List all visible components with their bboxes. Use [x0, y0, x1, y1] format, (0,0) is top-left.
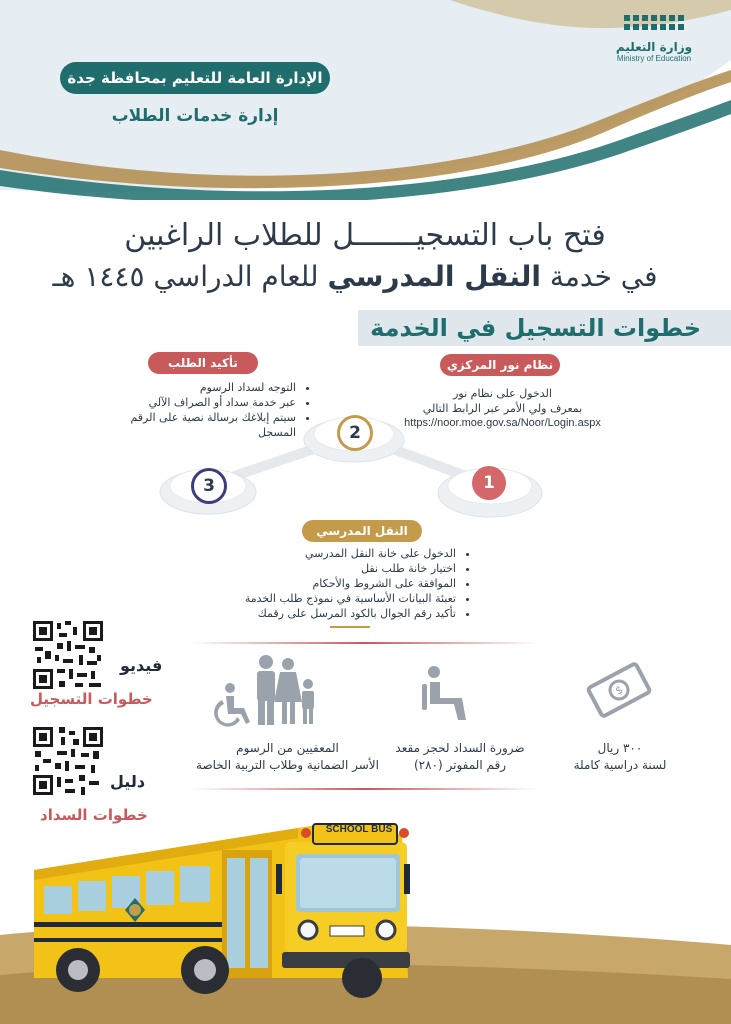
exempt-feature	[195, 740, 380, 774]
title-highlight: النقل المدرسي	[327, 260, 541, 293]
ministry-name-ar: وزارة التعليم	[615, 40, 693, 54]
list-item: • تأكيد رقم الجوال بالكود المرسل على رقمك	[220, 606, 456, 621]
steps-title: خطوات التسجيل في الخدمة	[370, 314, 701, 342]
exempt-groups: الأسر الضمانية وطلاب التربية الخاصة	[196, 758, 379, 772]
seat-feature	[380, 740, 540, 774]
seat-payment-note: ضرورة السداد لحجز مقعد	[395, 741, 525, 755]
school-transport-tag: النقل المدرسي	[302, 520, 422, 542]
money-icon	[584, 660, 654, 720]
education-office-badge: الإدارة العامة للتعليم بمحافظة جدة	[60, 62, 330, 94]
department-name: إدارة خدمات الطلاب	[111, 106, 279, 126]
list-item: • اختيار خانة طلب نقل	[220, 561, 456, 576]
noor-line2: بمعرف ولي الأمر عبر الرابط التالي	[422, 402, 583, 415]
confirm-request-tag: تأكيد الطلب	[148, 352, 258, 374]
school-bus-illustration	[30, 818, 430, 1008]
main-title-line1: فتح باب التسجيـــــــل للطلاب الراغبين	[124, 218, 606, 253]
ministry-logo	[594, 12, 714, 68]
list-item: • الموافقة على الشروط والأحكام	[220, 576, 456, 591]
list-item: • الدخول على خانة النقل المدرسي	[220, 546, 456, 561]
school-bus-sign: SCHOOL BUS	[325, 824, 393, 835]
fee-amount: ٣٠٠ ريال	[597, 741, 643, 755]
list-item: • التوجه لسداد الرسوم	[130, 380, 296, 395]
transport-underline	[330, 626, 370, 628]
noor-line1: الدخول على نظام نور	[453, 387, 552, 400]
guide-qr-code[interactable]	[31, 725, 105, 797]
guide-label: دليل	[110, 772, 146, 791]
main-title-line2	[40, 260, 670, 293]
guide-subtitle: خطوات السداد	[40, 806, 148, 824]
noor-system-tag: نظام نور المركزي	[440, 354, 560, 376]
step-2-marker: 2	[337, 415, 373, 451]
seat-icon	[420, 664, 480, 722]
svg-text:$: $	[613, 683, 626, 698]
exempt-title: المعفيين من الرسوم	[236, 741, 339, 755]
step-3-marker: 3	[191, 468, 227, 504]
video-subtitle: خطوات التسجيل	[30, 690, 153, 708]
features-divider-bottom	[190, 788, 540, 790]
video-qr-code[interactable]	[31, 619, 105, 691]
ministry-logo-icon	[619, 12, 689, 34]
fee-feature	[555, 740, 685, 774]
biller-number: رقم المفوتر (٢٨٠)	[413, 758, 507, 772]
list-item: • عبر خدمة سداد أو الصراف الآلي	[130, 395, 296, 410]
title-prefix: في خدمة	[540, 260, 658, 293]
noor-login-link[interactable]: https://noor.moe.gov.sa/Noor/Login.aspx	[404, 417, 601, 429]
fee-period: لسنة دراسية كاملة	[573, 758, 667, 772]
list-item: • سيتم إبلاغك برسالة نصية على الرقم المسجل	[130, 410, 296, 440]
list-item: • تعبئة البيانات الأساسية في نموذج طلب الخدمة	[220, 591, 456, 606]
family-icon	[210, 654, 320, 728]
features-divider-top	[190, 642, 540, 644]
title-suffix: للعام الدراسي ١٤٤٥ هـ	[52, 260, 328, 293]
transport-step-list	[220, 546, 470, 621]
step-1-marker: 1	[472, 466, 506, 500]
ministry-name-en: Ministry of Education	[616, 54, 692, 63]
video-label: فيديو	[120, 656, 163, 675]
